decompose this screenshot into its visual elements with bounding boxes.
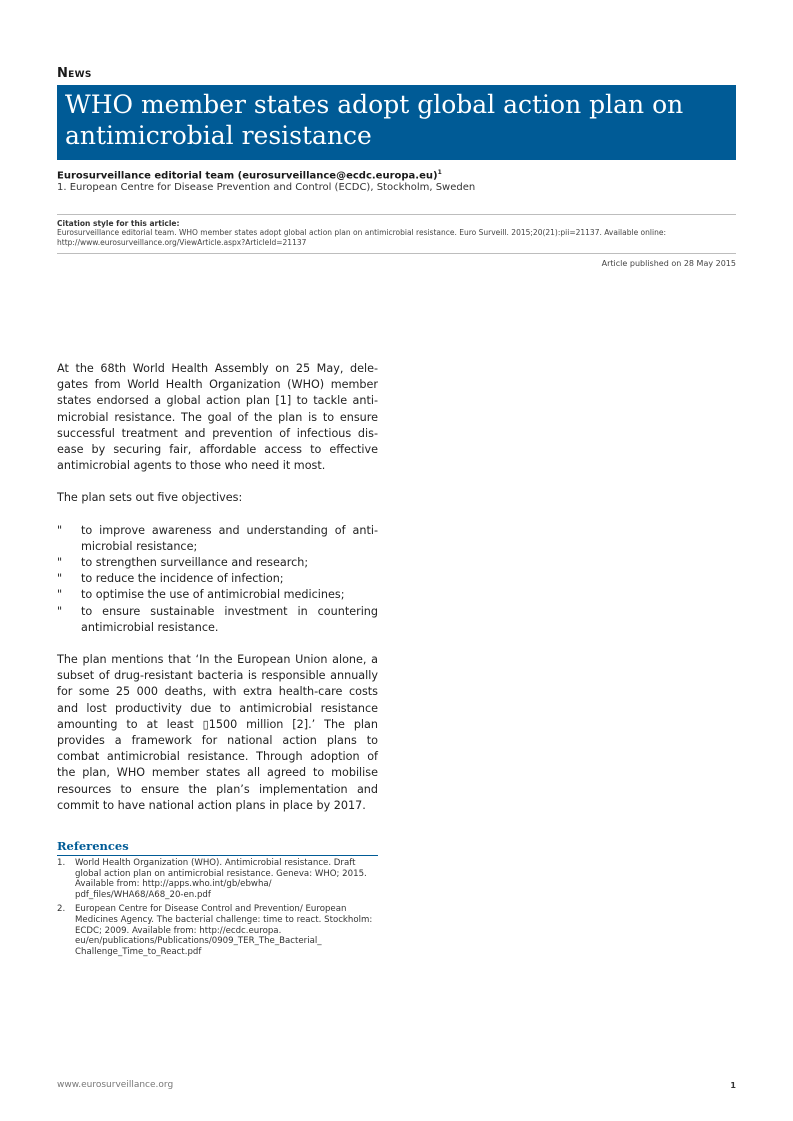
list-item-text: to improve awareness and understanding of anti-microbial resistance; (81, 523, 378, 553)
references-heading: References (57, 839, 378, 856)
bullet-mark: " (57, 556, 63, 570)
article-title: WHO member states adopt global action plan on antimicrobial resistance (65, 90, 684, 150)
list-item-text: to reduce the incidence of infection; (81, 572, 284, 586)
bullet-mark: " (57, 604, 63, 618)
citation-line-1: Eurosurveillance editorial team. WHO member states adopt global action plan on antimicrobial resistance. Euro Surveill. 2015;20(21):pii=21137. Available online: (57, 228, 666, 237)
page-number: 1 (730, 1081, 736, 1090)
bullet-mark: " (57, 523, 63, 537)
reference-item (57, 858, 378, 900)
footer-url[interactable]: www.eurosurveillance.org (57, 1080, 174, 1090)
reference-number: 2. (57, 904, 66, 915)
article-body (57, 361, 378, 830)
reference-text: European Centre for Disease Control and Prevention/ European Medicines Agency. The bacterial challenge: time to react. Stockholm: ECDC; 2009. Available from: http://ecdc.europa. eu/en/publications/Publications/0909_TER_The_Bacterial_ Challenge_Time_to_React.pdf (75, 904, 373, 957)
references-list (57, 858, 378, 961)
list-item (57, 523, 378, 555)
affiliation: 1. European Centre for Disease Prevention and Control (ECDC), Stockholm, Sweden (57, 182, 476, 193)
paragraph-3: The plan mentions that ‘In the European Union alone, a subset of drug-resistant bacteria is responsible annually for some 25 000 deaths, with extra health-care costs and lost productivity due to antimicrobial resistance amounting to at least ▯1500 million [2].’ The plan provides a framework for national action plans to combat antimicrobial resistance. Through adoption of the plan, WHO member states all agreed to mobilise resources to ensure the plan’s implementation and commit to have national action plans in place by 2017. (57, 653, 378, 812)
list-item (57, 571, 378, 587)
citation-text (57, 228, 747, 247)
divider-top (57, 214, 736, 215)
list-item (57, 604, 378, 636)
author-affiliation-marker: 1 (437, 169, 442, 176)
citation-heading: Citation style for this article: (57, 219, 180, 228)
publication-date: Article published on 28 May 2015 (601, 259, 736, 268)
bullet-mark: " (57, 588, 63, 602)
list-item (57, 555, 378, 571)
author-name: Eurosurveillance editorial team (eurosurveillance@ecdc.europa.eu) (57, 170, 438, 182)
objectives-list (57, 523, 378, 636)
paragraph-2: The plan sets out five objectives: (57, 491, 243, 505)
title-band (57, 85, 736, 160)
list-item-text: to ensure sustainable investment in countering antimicrobial resistance. (81, 604, 378, 634)
section-label: News (57, 66, 92, 81)
list-item-text: to strengthen surveillance and research; (81, 556, 309, 570)
reference-number: 1. (57, 858, 66, 868)
list-item-text: to optimise the use of antimicrobial medicines; (81, 588, 345, 602)
bullet-mark: " (57, 572, 63, 586)
divider-bottom (57, 253, 736, 254)
reference-item (57, 904, 378, 957)
paragraph-1: At the 68th World Health Assembly on 25 May, dele-gates from World Health Organization (WHO) member states endorsed a global action plan [1] to tackle anti-microbial resistance. The goal of the plan is to ensure successful treatment and prevention of infectious dis-ease by securing fair, affordable access to effective antimicrobial agents to those who need it most. (57, 362, 378, 473)
citation-link[interactable]: http://www.eurosurveillance.org/ViewArticle.aspx?ArticleId=21137 (57, 237, 307, 247)
author-line (57, 169, 442, 181)
list-item (57, 587, 378, 603)
reference-text: World Health Organization (WHO). Antimicrobial resistance. Draft global action plan on antimicrobial resistance. Geneva: WHO; 2015. Available from: http://apps.who.int/gb/ebwha/ pdf_files/WHA68/A68_20-en.pdf (75, 858, 367, 900)
